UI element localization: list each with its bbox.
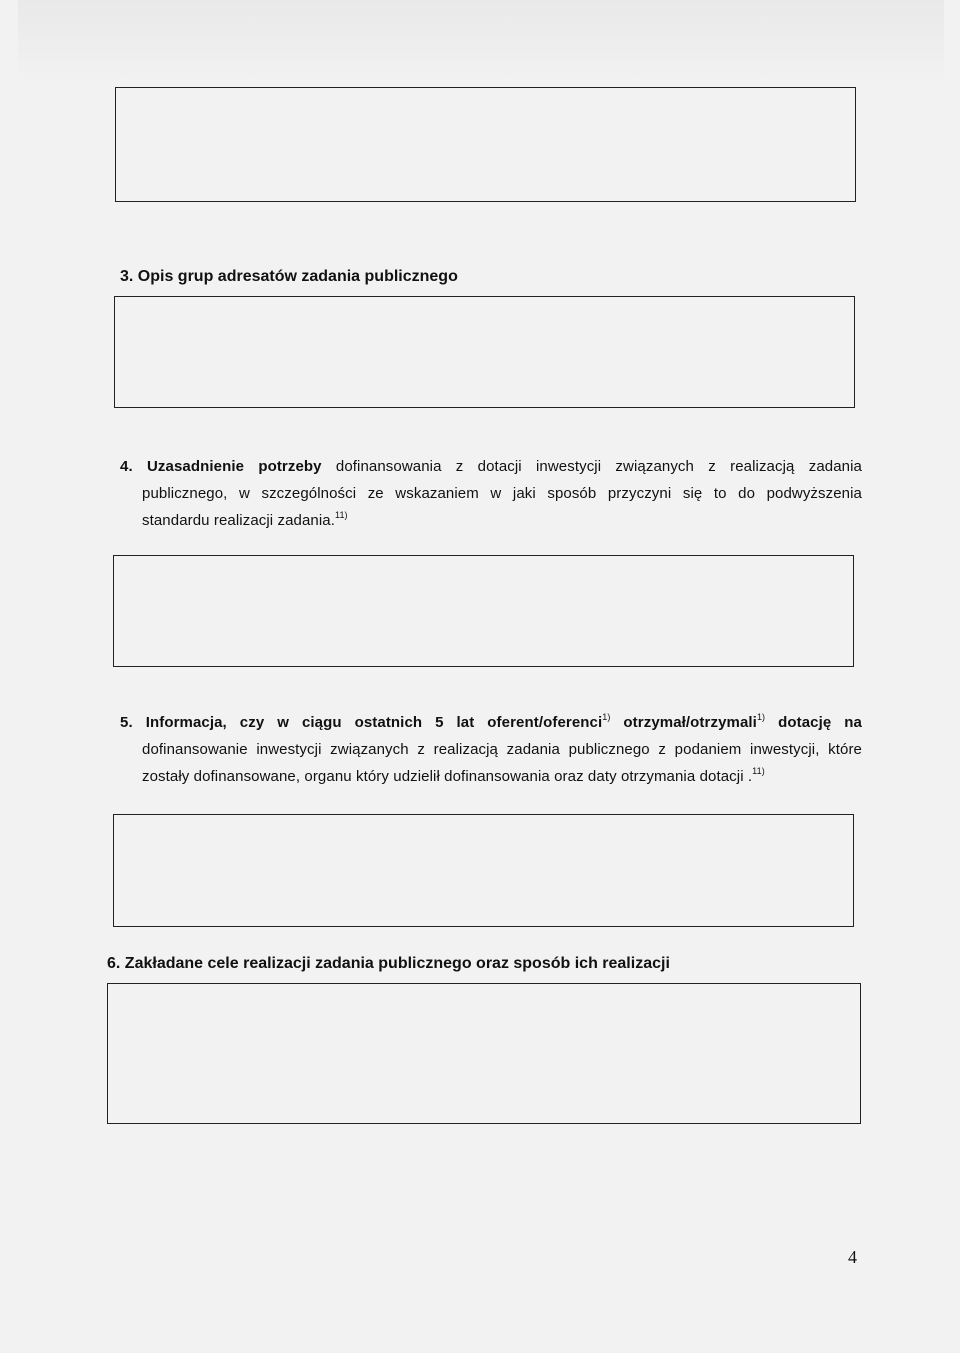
section-6-text-box[interactable] <box>107 983 861 1124</box>
section-4-line-1 <box>120 453 862 480</box>
section-4-number: 4. <box>120 458 133 475</box>
section-4-line-2: publicznego, w szczególności ze wskazaniem w jaki sposób przyczyni się to do podwyższenia <box>142 485 862 502</box>
section-5-line-3 <box>120 763 862 790</box>
section-5-footnote-ref-a: 1) <box>602 712 611 722</box>
section-4-line-1-rest: dofinansowania z dotacji inwestycji związanych z realizacją zadania <box>335 458 862 475</box>
previous-section-text-box[interactable] <box>115 87 856 202</box>
section-6-heading <box>107 955 670 973</box>
section-5-number: 5. <box>120 714 133 731</box>
section-4-footnote-ref: 11) <box>335 510 348 520</box>
section-5-paragraph <box>120 709 862 790</box>
section-4-text-box[interactable] <box>113 555 854 667</box>
section-5-bold-c: dotację na <box>778 714 862 731</box>
section-5-bold-a: Informacja, czy w ciągu ostatnich 5 lat oferent/oferenci <box>145 714 603 731</box>
section-5-line-3-text: zostały dofinansowane, organu który udzielił dofinansowania oraz daty otrzymania dotacji . <box>142 768 753 785</box>
section-5-line-2: dofinansowanie inwestycji związanych z realizacją zadania publicznego z podaniem inwestycji, które <box>142 741 862 758</box>
section-5-bold-b: otrzymał/otrzymali <box>623 714 757 731</box>
section-6-title: Zakładane cele realizacji zadania publicznego oraz sposób ich realizacji <box>124 955 670 972</box>
section-3-text-box[interactable] <box>114 296 855 408</box>
section-3-number: 3. <box>120 268 134 285</box>
section-5-line-1 <box>120 709 862 736</box>
section-6-number: 6. <box>107 955 121 972</box>
section-5-text-box[interactable] <box>113 814 854 927</box>
section-4-bold-lead: Uzasadnienie potrzeby <box>146 458 322 475</box>
section-4-line-3 <box>120 507 862 534</box>
section-5-footnote-ref: 11) <box>752 766 765 776</box>
section-5-footnote-ref-b: 1) <box>756 712 766 722</box>
page-number: 4 <box>848 1247 857 1267</box>
section-3-heading <box>120 268 458 286</box>
section-3-title: Opis grup adresatów zadania publicznego <box>137 268 458 285</box>
section-4-paragraph <box>120 453 862 534</box>
section-4-line-3-text: standardu realizacji zadania. <box>142 512 336 529</box>
